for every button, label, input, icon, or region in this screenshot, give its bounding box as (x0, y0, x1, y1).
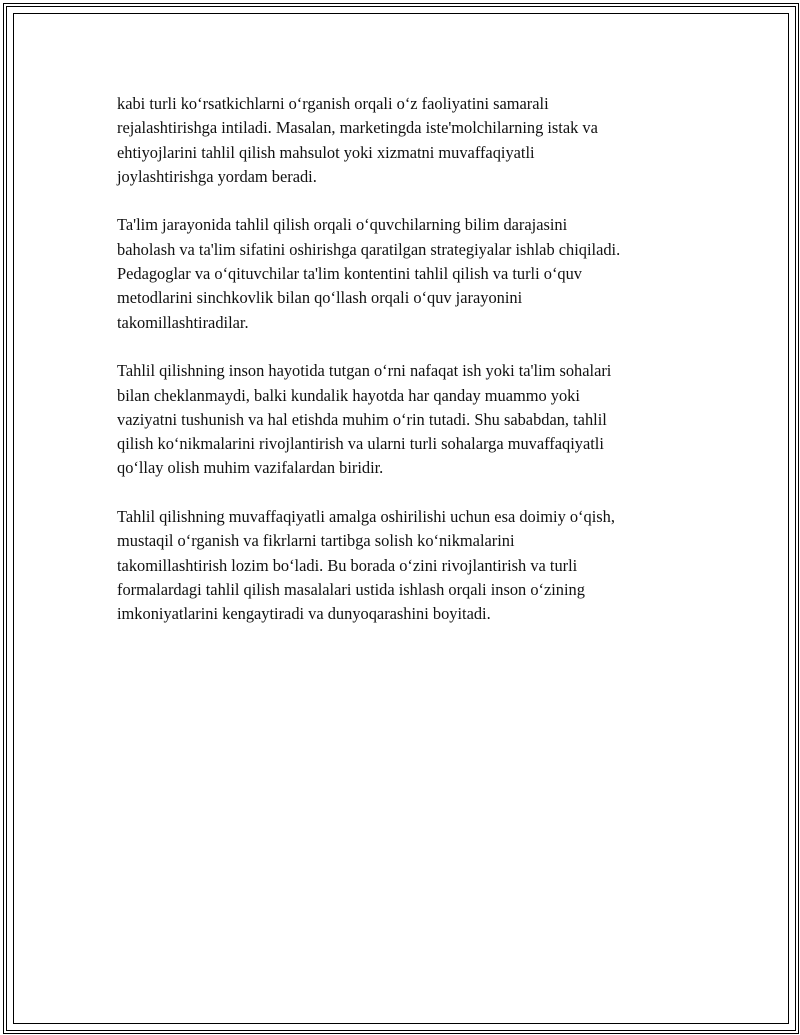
paragraph-4 (117, 505, 697, 626)
text-line: Pedagoglar va oʻqituvchilar ta'lim kontentini tahlil qilish va turli oʻquv (117, 264, 582, 284)
text-line: mustaqil oʻrganish va fikrlarni tartibga solish koʻnikmalarini (117, 531, 515, 551)
text-line: takomillashtiradilar. (117, 312, 249, 332)
text-line: vaziyatni tushunish va hal etishda muhim oʻrin tutadi. Shu sababdan, tahlil (117, 409, 607, 429)
paragraph-1 (117, 92, 697, 189)
text-line: ehtiyojlarini tahlil qilish mahsulot yoki xizmatni muvaffaqiyatli (117, 142, 535, 162)
paragraph-3 (117, 359, 697, 480)
paragraph-2 (117, 213, 697, 334)
document-body (117, 92, 697, 651)
text-line: imkoniyatlarini kengaytiradi va dunyoqarashini boyitadi. (117, 604, 491, 624)
text-line: joylashtirishga yordam beradi. (117, 166, 317, 186)
text-line: Tahlil qilishning muvaffaqiyatli amalga oshirilishi uchun esa doimiy oʻqish, (117, 507, 615, 527)
text-line: baholash va ta'lim sifatini oshirishga qaratilgan strategiyalar ishlab chiqiladi. (117, 239, 621, 259)
text-line: metodlarini sinchkovlik bilan qoʻllash orqali oʻquv jarayonini (117, 288, 523, 308)
text-line: bilan cheklanmaydi, balki kundalik hayotda har qanday muammo yoki (117, 385, 580, 405)
text-line: formalardagi tahlil qilish masalalari ustida ishlash orqali inson oʻzining (117, 579, 585, 599)
text-line: Ta'lim jarayonida tahlil qilish orqali oʻquvchilarning bilim darajasini (117, 215, 568, 235)
text-line: kabi turli koʻrsatkichlarni oʻrganish orqali oʻz faoliyatini samarali (117, 94, 549, 113)
text-line: rejalashtirishga intiladi. Masalan, marketingda iste'molchilarning istak va (117, 118, 598, 138)
text-line: Tahlil qilishning inson hayotida tutgan oʻrni nafaqat ish yoki ta'lim sohalari (117, 361, 612, 381)
text-line: takomillashtirish lozim boʻladi. Bu borada oʻzini rivojlantirish va turli (117, 555, 578, 575)
text-line: qilish koʻnikmalarini rivojlantirish va ularni turli sohalarga muvaffaqiyatli (117, 434, 604, 454)
text-line: qoʻllay olish muhim vazifalardan biridir. (117, 458, 384, 478)
